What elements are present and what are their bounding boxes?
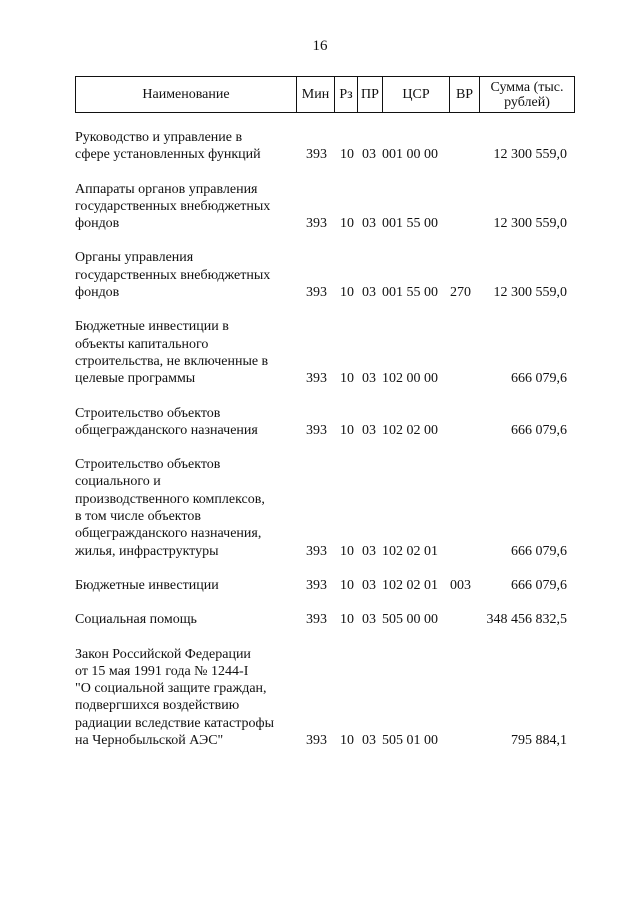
row-vr: 270	[450, 285, 471, 301]
row-sum: 666 079,6	[511, 371, 567, 387]
table-row	[75, 181, 575, 233]
row-sum: 666 079,6	[511, 543, 567, 559]
row-csr: 102 02 01	[382, 577, 438, 593]
row-min: 393	[306, 371, 327, 387]
row-rz: 10	[340, 147, 354, 163]
row-pr: 03	[362, 422, 376, 438]
row-name: Бюджетные инвестиции	[75, 577, 219, 593]
row-vr: 003	[450, 577, 471, 593]
row-min: 393	[306, 577, 327, 593]
row-csr: 102 02 01	[382, 543, 438, 559]
row-sum: 12 300 559,0	[493, 216, 567, 232]
header-csr: ЦСР	[383, 77, 450, 113]
budget-rows	[75, 129, 575, 766]
row-name: Строительство объектов социального и производственного комплексов, в том числе объектов общегражданского назначения, жилья, инфраструктуры	[75, 457, 265, 559]
row-csr: 102 02 00	[382, 422, 438, 438]
row-sum: 666 079,6	[511, 577, 567, 593]
row-pr: 03	[362, 577, 376, 593]
table-row	[75, 318, 575, 387]
row-sum: 348 456 832,5	[486, 612, 567, 628]
table-row	[75, 646, 575, 750]
row-sum: 12 300 559,0	[493, 147, 567, 163]
row-name: Аппараты органов управления государственных внебюджетных фондов	[75, 181, 271, 232]
header-min: Мин	[297, 77, 335, 113]
header-vr: ВР	[450, 77, 480, 113]
row-min: 393	[306, 216, 327, 232]
row-csr: 001 55 00	[382, 216, 438, 232]
row-rz: 10	[340, 733, 354, 749]
row-min: 393	[306, 147, 327, 163]
row-name: Органы управления государственных внебюджетных фондов	[75, 250, 271, 301]
table-row	[75, 249, 575, 301]
row-rz: 10	[340, 612, 354, 628]
row-min: 393	[306, 733, 327, 749]
row-rz: 10	[340, 422, 354, 438]
row-sum: 795 884,1	[511, 733, 567, 749]
row-csr: 102 00 00	[382, 371, 438, 387]
table-row	[75, 611, 575, 628]
row-pr: 03	[362, 733, 376, 749]
table-header	[75, 76, 575, 113]
header-name: Наименование	[76, 77, 297, 113]
row-pr: 03	[362, 216, 376, 232]
row-csr: 505 01 00	[382, 733, 438, 749]
row-rz: 10	[340, 285, 354, 301]
row-name: Бюджетные инвестиции в объекты капитального строительства, не включенные в целевые программы	[75, 319, 269, 387]
row-name: Закон Российской Федерации от 15 мая 1991 года № 1244-I "О социальной защите граждан, подвергшихся воздействию радиации вследствие катастрофы на Чернобыльской АЭС"	[75, 646, 274, 749]
table-row	[75, 577, 575, 594]
row-name: Строительство объектов общегражданского назначения	[75, 405, 258, 438]
row-pr: 03	[362, 543, 376, 559]
row-name: Социальная помощь	[75, 612, 197, 628]
row-sum: 666 079,6	[511, 422, 567, 438]
row-rz: 10	[340, 216, 354, 232]
row-pr: 03	[362, 147, 376, 163]
row-min: 393	[306, 285, 327, 301]
row-min: 393	[306, 422, 327, 438]
row-rz: 10	[340, 543, 354, 559]
row-min: 393	[306, 612, 327, 628]
row-rz: 10	[340, 577, 354, 593]
row-pr: 03	[362, 371, 376, 387]
row-csr: 505 00 00	[382, 612, 438, 628]
row-min: 393	[306, 543, 327, 559]
row-rz: 10	[340, 371, 354, 387]
header-pr: ПР	[358, 77, 383, 113]
table-row	[75, 456, 575, 560]
header-sum: Сумма (тыс. рублей)	[480, 77, 575, 113]
page-number: 16	[312, 38, 328, 54]
row-pr: 03	[362, 612, 376, 628]
row-sum: 12 300 559,0	[493, 285, 567, 301]
row-csr: 001 00 00	[382, 147, 438, 163]
row-name: Руководство и управление в сфере установленных функций	[75, 130, 261, 163]
table-row	[75, 405, 575, 440]
header-rz: Рз	[335, 77, 358, 113]
row-csr: 001 55 00	[382, 285, 438, 301]
table-row	[75, 129, 575, 164]
row-pr: 03	[362, 285, 376, 301]
